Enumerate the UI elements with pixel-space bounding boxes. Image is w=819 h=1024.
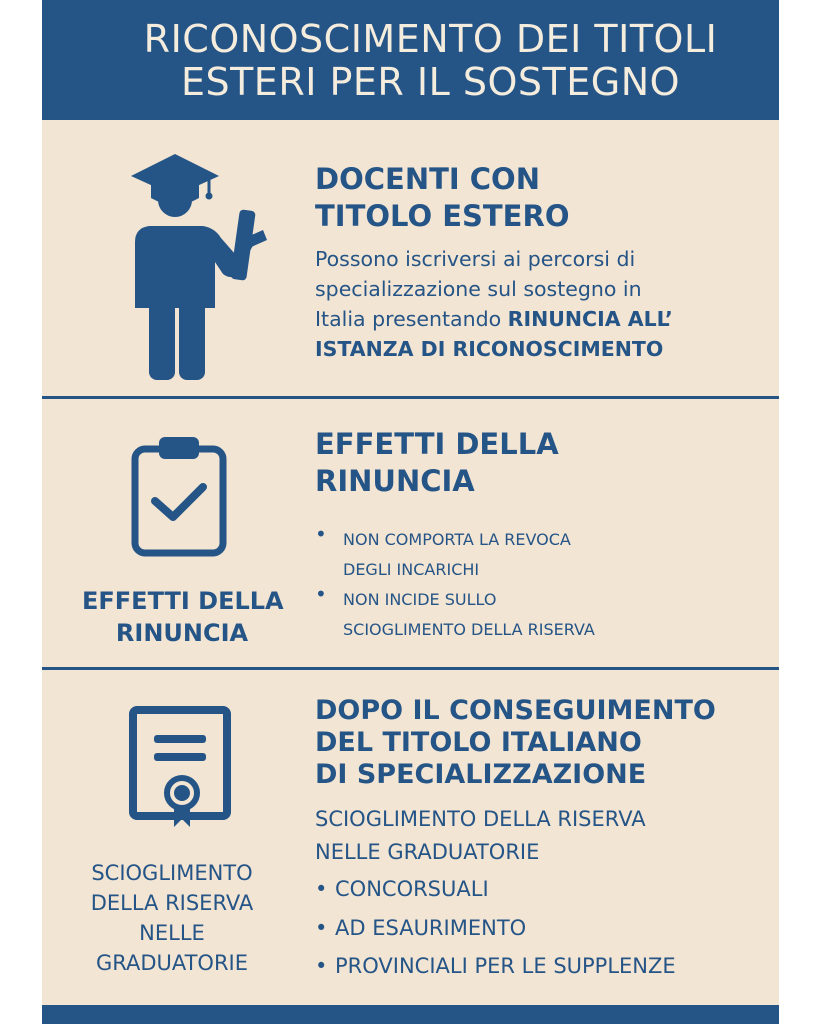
graduate-icon [117,150,267,386]
footer-bar [42,1005,779,1024]
list-item: • NON COMPORTA LA REVOCA DEGLI INCARICHI [315,522,571,579]
section1-heading: DOCENTI CON TITOLO ESTERO [315,162,570,233]
list-item: • PROVINCIALI PER LE SUPPLENZE [315,954,676,978]
section1-body: Possono iscriversi ai percorsi di specializzazione sul sostegno in Italia presentando RINUNCIA ALL’ ISTANZA DI RICONOSCIMENTO [315,247,673,361]
section2-heading: EFFETTI DELLA RINUNCIA [315,427,559,498]
poster [42,0,779,1024]
section2-side-label: EFFETTI DELLA RINUNCIA [82,587,284,647]
section3-heading: DOPO IL CONSEGUIMENTO DEL TITOLO ITALIANO DI SPECIALIZZAZIONE [315,695,716,790]
section-divider [42,667,779,670]
header-title-line2: ESTERI PER IL SOSTEGNO [180,60,681,104]
clipboard-check-icon [129,433,229,559]
certificate-icon [128,705,232,829]
poster-header [42,0,779,120]
section2-bullet-list [315,522,595,645]
section3-subtext: SCIOGLIMENTO DELLA RISERVA NELLE GRADUATORIE [315,807,646,864]
header-title-line1: RICONOSCIMENTO DEI TITOLI [143,17,718,61]
section3-bullet-list [315,870,676,986]
list-item: • CONCORSUALI [315,877,489,901]
list-item: • AD ESAURIMENTO [315,915,527,940]
section3-side-label: SCIOGLIMENTO DELLA RISERVA NELLE GRADUATORIE [90,861,254,975]
list-item: • NON INCIDE SULLO SCIOGLIMENTO DELLA RISERVA [315,582,595,639]
section-divider [42,396,779,399]
